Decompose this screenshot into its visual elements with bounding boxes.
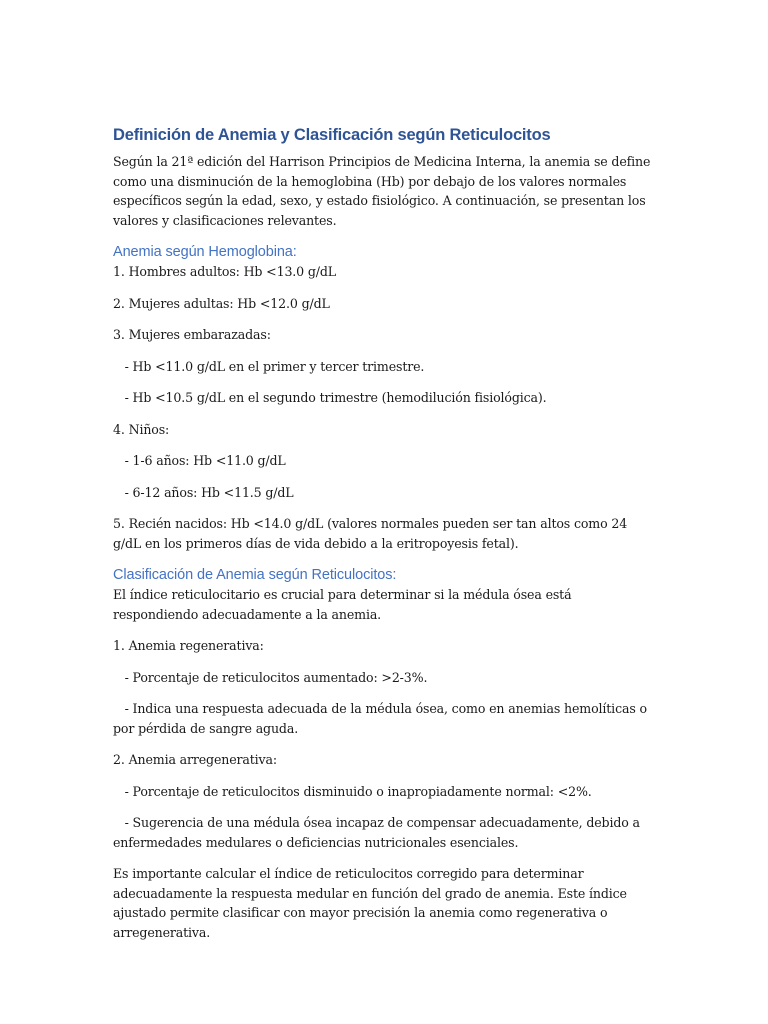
list-item: 1. Anemia regenerativa: [113,638,264,653]
list-item: - Porcentaje de reticulocitos aumentado: >2-3%. [113,669,428,685]
list-item: - Porcentaje de reticulocitos disminuido o inapropiadamente normal: <2%. [113,783,592,799]
list-item: 1. Hombres adultos: Hb <13.0 g/dL [113,264,337,279]
list-item: 2. Mujeres adultas: Hb <12.0 g/dL [113,295,330,311]
list-item: - Sugerencia de una médula ósea incapaz de compensar adecuadamente, debido a enfermedades medulares o deficiencias nutricionales esenciales. [113,815,644,850]
document-title: Definición de Anemia y Clasificación según Reticulocitos [113,126,551,144]
list-item: 3. Mujeres embarazadas: [113,327,271,342]
intro-paragraph: Según la 21ª edición del Harrison Principios de Medicina Interna, la anemia se define como una disminución de la hemoglobina (Hb) por debajo de los valores normales específicos según la edad, sexo, y estado fisiológico. A continuación, se presentan los valores y clasificaciones relevantes. [113,154,651,228]
section-heading-hemoglobina: Anemia según Hemoglobina: [113,244,297,260]
list-item: 5. Recién nacidos: Hb <14.0 g/dL (valores normales pueden ser tan altos como 24 g/dL en los primeros días de vida debido a la eritropoyesis fetal). [113,516,628,551]
reticulocitos-intro: El índice reticulocitario es crucial para determinar si la médula ósea está respondiendo adecuadamente a la anemia. [113,587,572,622]
list-item: 4. Niños: [113,421,170,437]
list-item: - 6-12 años: Hb <11.5 g/dL [113,484,294,500]
list-item: - Hb <10.5 g/dL en el segundo trimestre (hemodilución fisiológica). [113,390,547,405]
list-item: - Hb <11.0 g/dL en el primer y tercer trimestre. [113,358,425,374]
conclusion-paragraph: Es importante calcular el índice de reticulocitos corregido para determinar adecuadamente la respuesta medular en función del grado de anemia. Este índice ajustado permite clasificar con mayor precisión la anemia como regenerativa o arregenerativa. [113,866,627,940]
section-heading-reticulocitos: Clasificación de Anemia según Reticulocitos: [113,567,397,583]
list-item: 2. Anemia arregenerativa: [113,752,277,767]
hemoglobina-list [113,262,658,553]
reticulocitos-list [113,636,658,852]
list-item: - Indica una respuesta adecuada de la médula ósea, como en anemias hemolíticas o por pérdida de sangre aguda. [113,701,651,736]
document-page [113,124,658,942]
list-item: - 1-6 años: Hb <11.0 g/dL [113,453,286,468]
